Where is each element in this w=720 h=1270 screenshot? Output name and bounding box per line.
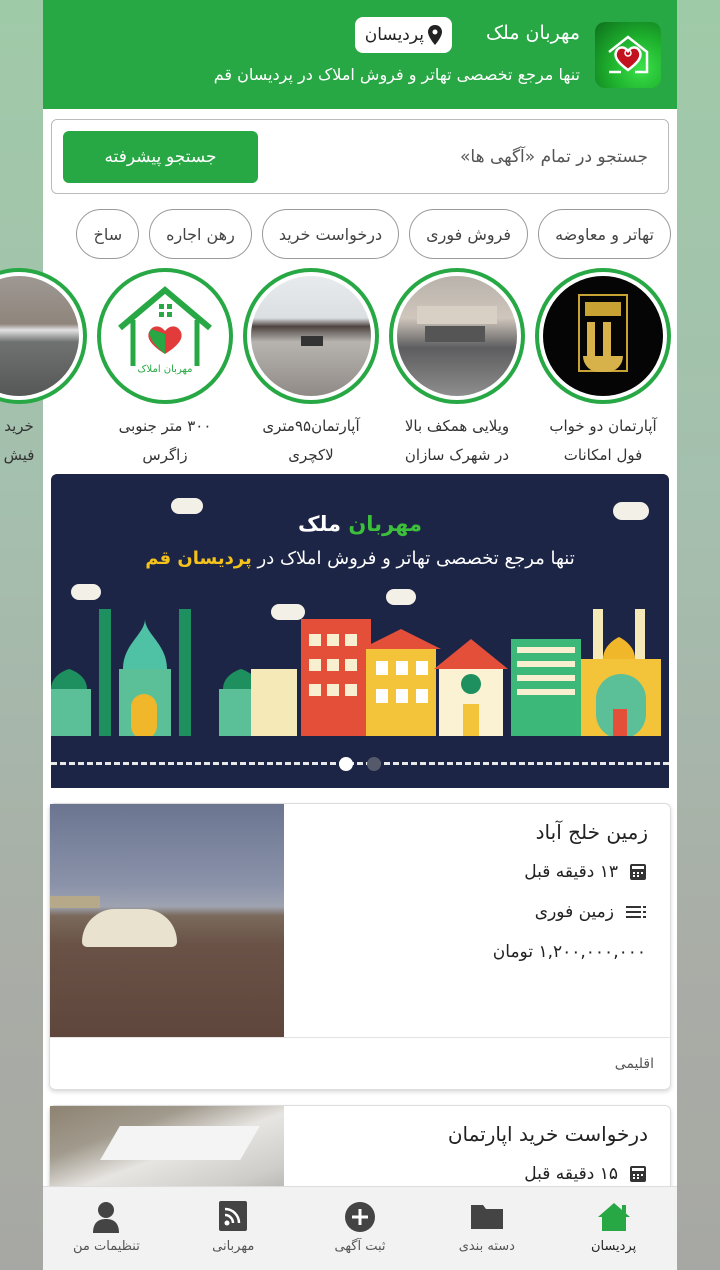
- carousel-dot-active[interactable]: [339, 757, 353, 771]
- listing-title: درخواست خرید اپارتمان: [447, 1122, 648, 1146]
- search-bar: [51, 119, 669, 194]
- listing-agency: اقلیمی: [614, 1056, 654, 1072]
- user-icon: [88, 1201, 124, 1233]
- nav-mehrabani[interactable]: مهربانی: [170, 1187, 296, 1270]
- chip-purchase-request[interactable]: درخواست خرید: [262, 209, 399, 259]
- location-pin-icon: [428, 25, 442, 45]
- listing-card[interactable]: [49, 803, 671, 1090]
- app-title: مهربان ملک: [486, 22, 580, 44]
- story-label: خرید فیش: [3, 417, 35, 464]
- app-screen: [3, 0, 677, 1270]
- calendar-icon: [630, 864, 646, 880]
- story-label: آپارتمان دو خواب فول امکانات: [549, 417, 657, 464]
- city-selector[interactable]: [355, 17, 452, 53]
- carousel-dots: [51, 757, 669, 771]
- story-label: ۳۰۰ متر جنوبی زاگرس: [118, 417, 212, 464]
- bottom-navigation: [43, 1186, 677, 1270]
- folder-icon: [469, 1201, 505, 1233]
- category-chips: [76, 209, 671, 259]
- story-thumbnail: [397, 276, 517, 396]
- list-icon: [626, 904, 646, 920]
- stories-row: [0, 268, 671, 470]
- carousel-dot[interactable]: [367, 757, 381, 771]
- promo-banner-carousel[interactable]: [51, 474, 669, 788]
- city-skyline-illustration: [51, 589, 669, 739]
- story-item[interactable]: [97, 268, 233, 470]
- listing-price: ۱,۲۰۰,۰۰۰,۰۰۰ تومان: [492, 942, 646, 962]
- search-input[interactable]: جستجو در تمام «آگهی ها»: [460, 146, 648, 167]
- listing-footer: [50, 1037, 670, 1091]
- home-icon: [596, 1201, 632, 1233]
- listing-title: زمین خلج آباد: [535, 820, 648, 844]
- listing-category: زمین فوری: [535, 902, 646, 922]
- nav-post-ad[interactable]: ثبت آگهی: [297, 1187, 423, 1270]
- plus-circle-icon: [342, 1201, 378, 1233]
- cloud-icon: [171, 498, 203, 514]
- nav-my-settings[interactable]: تنظیمات من: [43, 1187, 169, 1270]
- calendar-icon: [630, 1166, 646, 1182]
- svg-text:مهربان املاک: مهربان املاک: [137, 364, 193, 375]
- banner-brand: مهربان ملک: [297, 512, 422, 536]
- story-label: آپارتمان۹۵متری لاکچری: [262, 417, 360, 464]
- chip-construction[interactable]: ساخ: [76, 209, 139, 259]
- mehraban-logo-icon: [105, 276, 225, 396]
- app-header: [43, 0, 677, 109]
- story-thumbnail: [543, 276, 663, 396]
- story-label: ویلایی همکف بالا در شهرک سازان: [404, 417, 510, 464]
- advanced-search-button[interactable]: جستجو پیشرفته: [63, 131, 258, 183]
- story-item[interactable]: [535, 268, 671, 470]
- nav-home[interactable]: پردیسان: [551, 1187, 677, 1270]
- chip-exchange[interactable]: تهاتر و معاوضه: [538, 209, 671, 259]
- story-item[interactable]: [0, 268, 87, 470]
- banner-tagline: تنها مرجع تخصصی تهاتر و فروش املاک در پردیسان قم: [145, 548, 575, 569]
- story-item[interactable]: [243, 268, 379, 470]
- nav-categories[interactable]: دسته بندی: [424, 1187, 550, 1270]
- story-thumbnail: [251, 276, 371, 396]
- app-logo: [595, 22, 661, 88]
- cloud-icon: [613, 502, 649, 520]
- chip-quick-sale[interactable]: فروش فوری: [409, 209, 528, 259]
- house-heart-logo-icon: [605, 32, 651, 78]
- header-tagline: تنها مرجع تخصصی تهاتر و فروش املاک در پردیسان قم: [213, 65, 580, 84]
- story-thumbnail: [105, 276, 225, 396]
- story-item[interactable]: [389, 268, 525, 470]
- chip-rent-mortgage[interactable]: رهن اجاره: [149, 209, 252, 259]
- listing-time: ۱۳ دقیقه قبل: [524, 862, 646, 882]
- city-name: پردیسان: [364, 25, 424, 45]
- listing-image: [50, 804, 284, 1037]
- listing-time: ۱۵ دقیقه قبل: [524, 1164, 646, 1184]
- rss-icon: [215, 1201, 251, 1233]
- story-thumbnail: [0, 276, 79, 396]
